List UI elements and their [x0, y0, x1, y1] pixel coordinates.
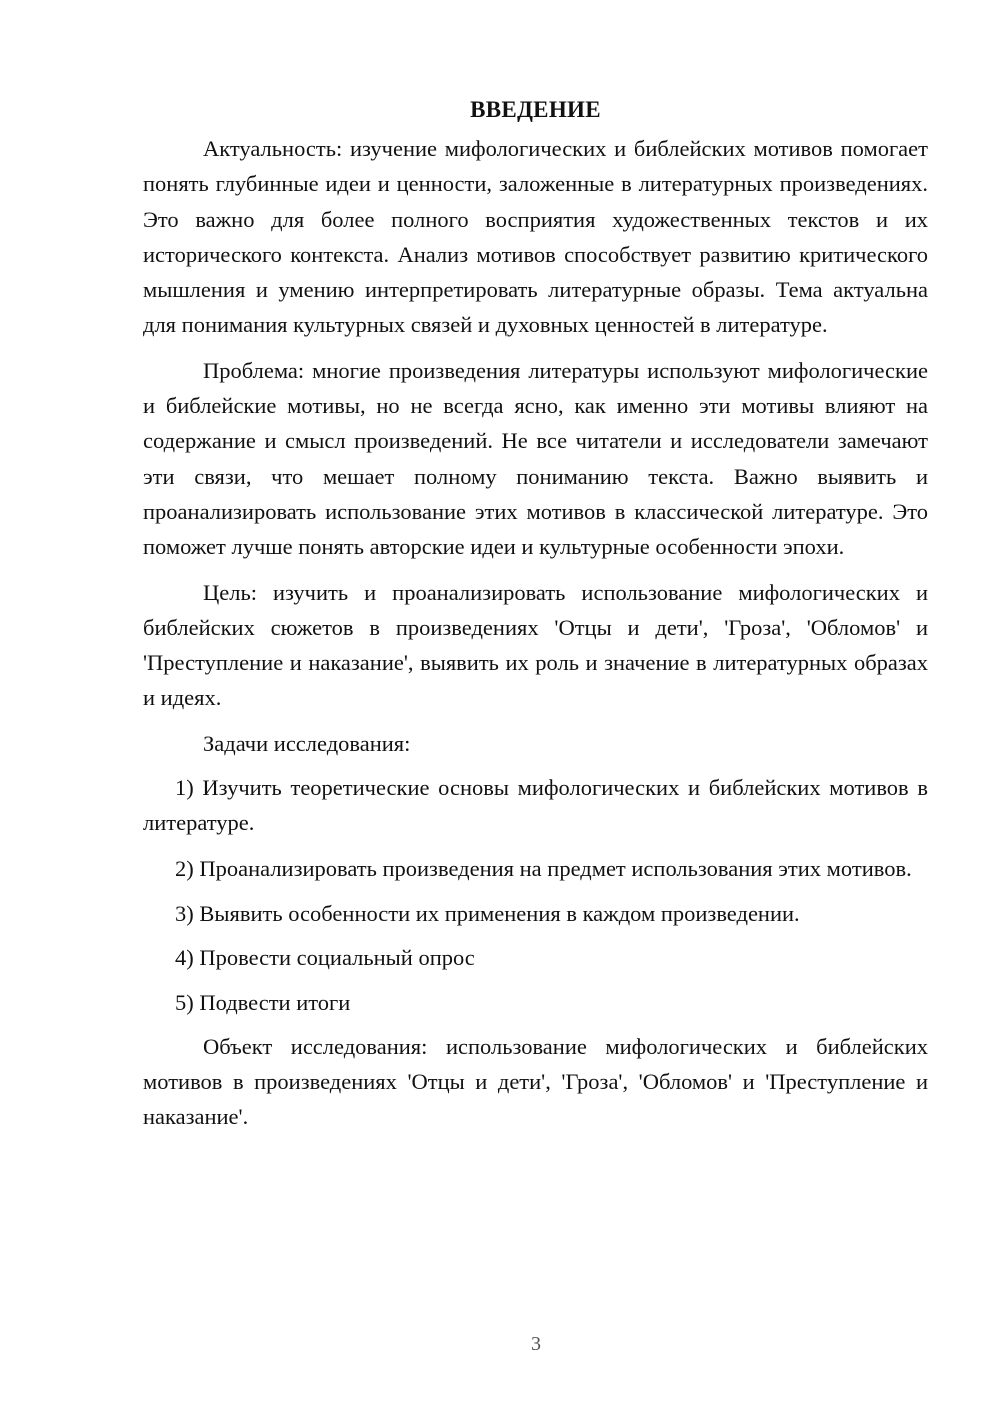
task-item-2: 2) Проанализировать произведения на предмет использования этих мотивов.: [175, 855, 912, 881]
task-item-5: 5) Подвести итоги: [175, 989, 351, 1015]
page-number: 3: [531, 1333, 541, 1355]
relevance-paragraph: Актуальность: изучение мифологических и библейских мотивов помогает понять глубинные идеи и ценности, заложенные в литературных произведениях. Это важно для более полного восприятия художественных текстов и их исторического контекста. Анализ мотивов способствует развитию критического мышления и умению интерпретировать литературные образы. Тема актуальна для понимания культурных связей и духовных ценностей в литературе.: [143, 136, 928, 338]
task-item-1: 1) Изучить теоретические основы мифологических и библейских мотивов в литературе.: [143, 775, 928, 836]
goal-paragraph: Цель: изучить и проанализировать использование мифологических и библейских сюжетов в произведениях 'Отцы и дети', 'Гроза', 'Обломов' и 'Преступление и наказание', выявить их роль и значение в литературных образах и идеях.: [143, 579, 928, 711]
section-heading: ВВЕДЕНИЕ: [470, 97, 601, 122]
problem-paragraph: Проблема: многие произведения литературы используют мифологические и библейские мотивы, но не всегда ясно, как именно эти мотивы влияют на содержание и смысл произведений. Не все читатели и исследователи замечают эти связи, что мешает полному пониманию текста. Важно выявить и проанализировать использование этих мотивов в классической литературе. Это поможет лучше понять авторские идеи и культурные особенности эпохи.: [143, 357, 928, 560]
object-paragraph: Объект исследования: использование мифологических и библейских мотивов в произведениях 'Отцы и дети', 'Гроза', 'Обломов' и 'Преступление и наказание'.: [143, 1033, 928, 1130]
tasks-heading: Задачи исследования:: [203, 730, 411, 756]
task-item-4: 4) Провести социальный опрос: [175, 945, 475, 971]
document-page: [143, 92, 928, 1145]
task-item-3: 3) Выявить особенности их применения в каждом произведении.: [175, 900, 800, 926]
